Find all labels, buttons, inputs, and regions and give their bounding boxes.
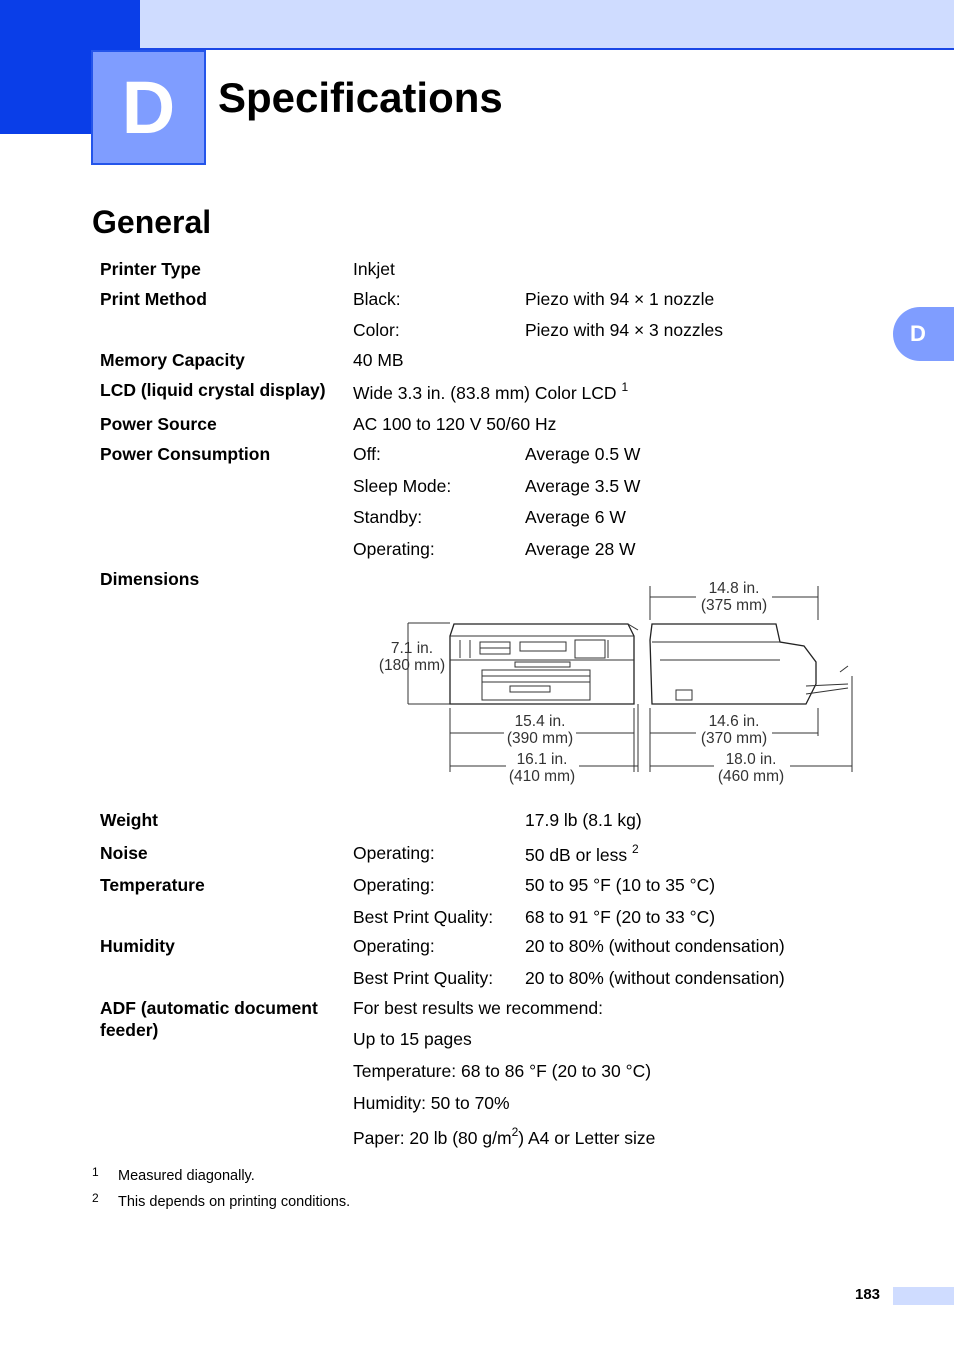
power-sleep-value: Average 3.5 W xyxy=(525,476,641,496)
print-method-sub-black: Black: xyxy=(353,289,401,309)
memory-label: Memory Capacity xyxy=(100,350,245,370)
noise-label: Noise xyxy=(100,843,148,863)
lcd-label: LCD (liquid crystal display) xyxy=(100,380,326,400)
temperature-operating-sub: Operating: xyxy=(353,875,435,895)
section-title: General xyxy=(92,204,212,240)
dim-front-width-in: 15.4 in. xyxy=(514,713,566,730)
noise-sub: Operating: xyxy=(353,843,435,863)
dim-side-depth-max-mm: (460 mm) xyxy=(717,768,785,785)
dim-front-width-max-mm: (410 mm) xyxy=(508,768,576,785)
lcd-value: Wide 3.3 in. (83.8 mm) Color LCD xyxy=(353,383,617,403)
footnote-2-text: This depends on printing conditions. xyxy=(118,1194,351,1210)
power-operating-value: Average 28 W xyxy=(525,539,636,559)
print-method-label: Print Method xyxy=(100,289,207,309)
printer-type-value: Inkjet xyxy=(353,259,395,279)
power-source-label: Power Source xyxy=(100,414,217,434)
chapter-letter: D xyxy=(121,66,176,149)
power-off-sub: Off: xyxy=(353,444,381,464)
print-method-value-color: Piezo with 94 × 3 nozzles xyxy=(525,320,723,340)
temperature-best-sub: Best Print Quality: xyxy=(353,907,494,927)
memory-value: 40 MB xyxy=(353,350,404,370)
power-consumption-label: Power Consumption xyxy=(100,444,271,464)
adf-label-line1: ADF (automatic document xyxy=(100,998,318,1018)
temperature-best-value: 68 to 91 °F (20 to 33 °C) xyxy=(525,907,716,927)
dimensions-label: Dimensions xyxy=(100,569,200,589)
lcd-value-line xyxy=(353,382,628,404)
footnote-2-number: 2 xyxy=(92,1191,99,1205)
adf-paper-post: ) A4 or Letter size xyxy=(518,1128,656,1148)
adf-line-paper xyxy=(353,1127,655,1149)
humidity-operating-sub: Operating: xyxy=(353,936,435,956)
humidity-label: Humidity xyxy=(100,936,175,956)
noise-value: 50 dB or less xyxy=(525,845,628,865)
print-method-sub-color: Color: xyxy=(353,320,400,340)
dim-side-top-in: 14.8 in. xyxy=(708,580,760,597)
footnote-1-text: Measured diagonally. xyxy=(118,1168,255,1184)
power-standby-value: Average 6 W xyxy=(525,507,626,527)
dimensions-diagram xyxy=(370,576,860,788)
printer-front-drawing xyxy=(450,624,638,704)
adf-paper-pre: Paper: 20 lb (80 g/m xyxy=(353,1128,512,1148)
chapter-letter-box xyxy=(91,50,206,165)
dim-side-top-mm: (375 mm) xyxy=(700,597,768,614)
dim-side-depth-mm: (370 mm) xyxy=(700,730,768,747)
noise-footnote-ref: 2 xyxy=(632,842,639,856)
print-method-value-black: Piezo with 94 × 1 nozzle xyxy=(525,289,715,309)
header-band xyxy=(140,0,954,48)
side-tab-letter: D xyxy=(910,321,926,346)
power-standby-sub: Standby: xyxy=(353,507,423,527)
humidity-operating-value: 20 to 80% (without condensation) xyxy=(525,936,785,956)
humidity-best-value: 20 to 80% (without condensation) xyxy=(525,968,785,988)
noise-value-line xyxy=(525,844,639,866)
adf-label-line2: feeder) xyxy=(100,1020,159,1040)
power-sleep-sub: Sleep Mode: xyxy=(353,476,452,496)
dim-side-depth-max-in: 18.0 in. xyxy=(725,751,777,768)
chapter-title: Specifications xyxy=(218,74,503,121)
adf-line-recommend: For best results we recommend: xyxy=(353,998,603,1018)
page-number-bar xyxy=(893,1287,954,1305)
side-tab xyxy=(893,307,954,361)
humidity-best-sub: Best Print Quality: xyxy=(353,968,494,988)
weight-label: Weight xyxy=(100,810,159,830)
temperature-label: Temperature xyxy=(100,875,205,895)
adf-line-pages: Up to 15 pages xyxy=(353,1029,472,1049)
power-operating-sub: Operating: xyxy=(353,539,435,559)
power-off-value: Average 0.5 W xyxy=(525,444,641,464)
adf-line-humidity: Humidity: 50 to 70% xyxy=(353,1093,510,1113)
temperature-operating-value: 50 to 95 °F (10 to 35 °C) xyxy=(525,875,716,895)
weight-value: 17.9 lb (8.1 kg) xyxy=(525,810,642,830)
header-rule xyxy=(140,48,954,50)
printer-type-label: Printer Type xyxy=(100,259,201,279)
dim-height-in: 7.1 in. xyxy=(390,640,434,657)
page-number: 183 xyxy=(855,1286,881,1303)
dim-height-mm: (180 mm) xyxy=(378,657,446,674)
adf-paper-sup: 2 xyxy=(511,1125,519,1139)
power-source-value: AC 100 to 120 V 50/60 Hz xyxy=(353,414,557,434)
footnote-1-number: 1 xyxy=(92,1165,99,1179)
dim-front-width-max-in: 16.1 in. xyxy=(516,751,568,768)
lcd-footnote-ref: 1 xyxy=(621,380,629,394)
dim-front-width-mm: (390 mm) xyxy=(506,730,574,747)
printer-side-drawing xyxy=(650,624,848,704)
dim-side-depth-in: 14.6 in. xyxy=(708,713,760,730)
adf-line-temperature: Temperature: 68 to 86 °F (20 to 30 °C) xyxy=(353,1061,652,1081)
